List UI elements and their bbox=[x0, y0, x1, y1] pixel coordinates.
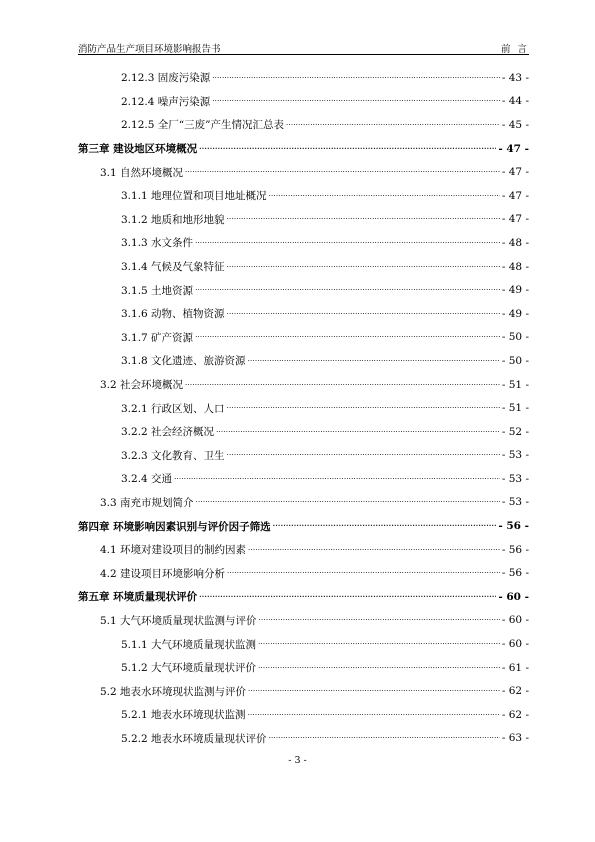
toc-chapter-entry[interactable] bbox=[78, 137, 529, 161]
toc-entry[interactable] bbox=[78, 656, 529, 680]
toc-entry[interactable] bbox=[78, 727, 529, 751]
toc-entry[interactable] bbox=[78, 231, 529, 255]
toc-entry-label: 3.2.3 文化教育、卫生 bbox=[121, 449, 225, 462]
toc-entry-label: 3.1.1 地理位置和项目地址概况 bbox=[121, 190, 267, 203]
page-header bbox=[78, 38, 529, 55]
toc-entry[interactable] bbox=[78, 703, 529, 727]
toc-dot-leader bbox=[227, 449, 500, 461]
toc-entry-label: 4.1 环境对建设项目的制约因素 bbox=[100, 544, 247, 557]
toc-entry-label: 3.2 社会环境概况 bbox=[100, 379, 184, 392]
toc-entry-page: - 50 - bbox=[501, 354, 529, 367]
toc-dot-leader bbox=[195, 237, 500, 249]
toc-entry[interactable] bbox=[78, 160, 529, 184]
toc-entry-label: 5.2.1 地表水环境现状监测 bbox=[121, 709, 246, 722]
toc-dot-leader bbox=[227, 213, 500, 225]
toc-chapter-entry[interactable] bbox=[78, 514, 529, 538]
toc-entry-label: 5.1.2 大气环境质量现状评价 bbox=[121, 662, 257, 675]
toc-entry[interactable] bbox=[78, 561, 529, 585]
toc-entry-page: - 51 - bbox=[501, 378, 529, 391]
toc-dot-leader bbox=[227, 261, 500, 273]
toc-entry-label: 3.2.1 行政区划、人口 bbox=[121, 402, 225, 415]
toc-entry[interactable] bbox=[78, 396, 529, 420]
toc-entry-label: 3.1.4 气候及气象特征 bbox=[121, 261, 225, 274]
toc-entry-label: 第三章 建设地区环境概况 bbox=[78, 143, 198, 156]
toc-dot-leader bbox=[212, 95, 500, 107]
toc-entry-page: - 49 - bbox=[501, 284, 529, 297]
toc-dot-leader bbox=[227, 567, 500, 579]
toc-entry-page: - 49 - bbox=[501, 307, 529, 320]
toc-entry-page: - 56 - bbox=[498, 520, 529, 533]
toc-dot-leader bbox=[216, 426, 500, 438]
toc-entry-page: - 53 - bbox=[501, 496, 529, 509]
toc-entry-label: 3.2.2 社会经济概况 bbox=[121, 426, 215, 439]
toc-entry-page: - 47 - bbox=[501, 166, 529, 179]
toc-dot-leader bbox=[185, 379, 500, 391]
toc-entry-label: 5.2 地表水环境现状监测与评价 bbox=[100, 685, 247, 698]
toc-entry[interactable] bbox=[78, 349, 529, 373]
toc-entry[interactable] bbox=[78, 278, 529, 302]
toc-entry-page: - 60 - bbox=[501, 638, 529, 651]
toc-entry-label: 3.1.5 土地资源 bbox=[121, 284, 194, 297]
header-document-title: 消防产品生产项目环境影响报告书 bbox=[78, 44, 221, 55]
toc-entry-label: 3.1.3 水文条件 bbox=[121, 237, 194, 250]
toc-entry-label: 5.1.1 大气环境质量现状监测 bbox=[121, 638, 257, 651]
toc-dot-leader bbox=[259, 614, 500, 626]
toc-entry-label: 5.1 大气环境质量现状监测与评价 bbox=[100, 614, 257, 627]
toc-dot-leader bbox=[174, 473, 500, 485]
toc-dot-leader bbox=[195, 331, 500, 343]
toc-entry-page: - 51 - bbox=[501, 402, 529, 415]
toc-entry[interactable] bbox=[78, 420, 529, 444]
toc-dot-leader bbox=[269, 190, 500, 202]
toc-dot-leader bbox=[248, 544, 500, 556]
toc-dot-leader bbox=[195, 284, 500, 296]
toc-dot-leader bbox=[227, 308, 500, 320]
toc-dot-leader bbox=[258, 638, 500, 650]
toc-dot-leader bbox=[227, 402, 500, 414]
toc-dot-leader bbox=[248, 355, 500, 367]
table-of-contents bbox=[78, 66, 529, 750]
toc-entry-label: 3.1.6 动物、植物资源 bbox=[121, 308, 225, 321]
toc-entry-label: 3.1 自然环境概况 bbox=[100, 166, 184, 179]
toc-entry-label: 3.1.7 矿产资源 bbox=[121, 331, 194, 344]
toc-entry[interactable] bbox=[78, 467, 529, 491]
toc-entry-label: 2.12.4 噪声污染源 bbox=[121, 95, 211, 108]
toc-entry[interactable] bbox=[78, 113, 529, 137]
toc-entry-page: - 48 - bbox=[501, 236, 529, 249]
toc-dot-leader bbox=[199, 143, 496, 155]
toc-dot-leader bbox=[248, 685, 500, 697]
toc-chapter-entry[interactable] bbox=[78, 585, 529, 609]
toc-entry-page: - 61 - bbox=[501, 661, 529, 674]
toc-entry-page: - 47 - bbox=[501, 189, 529, 202]
toc-entry[interactable] bbox=[78, 632, 529, 656]
toc-entry[interactable] bbox=[78, 326, 529, 350]
toc-entry[interactable] bbox=[78, 66, 529, 90]
toc-entry-label: 第四章 环境影响因素识别与评价因子筛选 bbox=[78, 520, 271, 533]
toc-entry-label: 3.2.4 交通 bbox=[121, 473, 173, 486]
header-section-title: 前 言 bbox=[500, 44, 529, 55]
toc-entry-label: 3.3 南充市规划简介 bbox=[100, 496, 194, 509]
toc-entry-page: - 44 - bbox=[501, 95, 529, 108]
toc-entry-label: 2.12.3 固废污染源 bbox=[121, 72, 211, 85]
toc-entry-page: - 43 - bbox=[501, 71, 529, 84]
toc-entry[interactable] bbox=[78, 609, 529, 633]
toc-entry-page: - 56 - bbox=[501, 567, 529, 580]
toc-entry-label: 4.2 建设项目环境影响分析 bbox=[100, 567, 226, 580]
toc-entry[interactable] bbox=[78, 208, 529, 232]
toc-entry-page: - 62 - bbox=[501, 708, 529, 721]
toc-entry-page: - 47 - bbox=[501, 213, 529, 226]
toc-entry-page: - 56 - bbox=[501, 543, 529, 556]
toc-entry-page: - 48 - bbox=[501, 260, 529, 273]
toc-dot-leader bbox=[196, 496, 500, 508]
toc-dot-leader bbox=[185, 166, 500, 178]
toc-entry-page: - 63 - bbox=[501, 732, 529, 745]
toc-entry-page: - 62 - bbox=[501, 685, 529, 698]
toc-entry[interactable] bbox=[78, 255, 529, 279]
toc-entry[interactable] bbox=[78, 491, 529, 515]
toc-entry-label: 3.1.2 地质和地形地貌 bbox=[121, 213, 225, 226]
toc-entry[interactable] bbox=[78, 444, 529, 468]
page-number: - 3 - bbox=[288, 755, 307, 766]
toc-entry-label: 5.2.2 地表水环境质量现状评价 bbox=[121, 732, 267, 745]
toc-entry-page: - 60 - bbox=[501, 614, 529, 627]
toc-entry-page: - 47 - bbox=[498, 142, 529, 155]
toc-entry-page: - 60 - bbox=[498, 590, 529, 603]
toc-entry-page: - 53 - bbox=[501, 449, 529, 462]
toc-dot-leader bbox=[273, 520, 497, 532]
toc-entry-page: - 52 - bbox=[501, 425, 529, 438]
toc-entry-page: - 53 - bbox=[501, 472, 529, 485]
toc-dot-leader bbox=[269, 732, 500, 744]
toc-entry-label: 2.12.5 全厂“三废”产生情况汇总表 bbox=[121, 119, 284, 132]
toc-entry-label: 3.1.8 文化遗迹、旅游资源 bbox=[121, 355, 246, 368]
toc-entry[interactable] bbox=[78, 679, 529, 703]
toc-entry-page: - 45 - bbox=[501, 118, 529, 131]
toc-entry[interactable] bbox=[78, 538, 529, 562]
toc-dot-leader bbox=[258, 662, 500, 674]
toc-dot-leader bbox=[199, 591, 496, 603]
toc-entry[interactable] bbox=[78, 373, 529, 397]
toc-dot-leader bbox=[286, 119, 500, 131]
toc-entry-label: 第五章 环境质量现状评价 bbox=[78, 591, 198, 604]
toc-entry[interactable] bbox=[78, 302, 529, 326]
toc-dot-leader bbox=[212, 72, 500, 84]
toc-entry[interactable] bbox=[78, 184, 529, 208]
toc-dot-leader bbox=[248, 709, 500, 721]
toc-entry[interactable] bbox=[78, 90, 529, 114]
toc-entry-page: - 50 - bbox=[501, 331, 529, 344]
